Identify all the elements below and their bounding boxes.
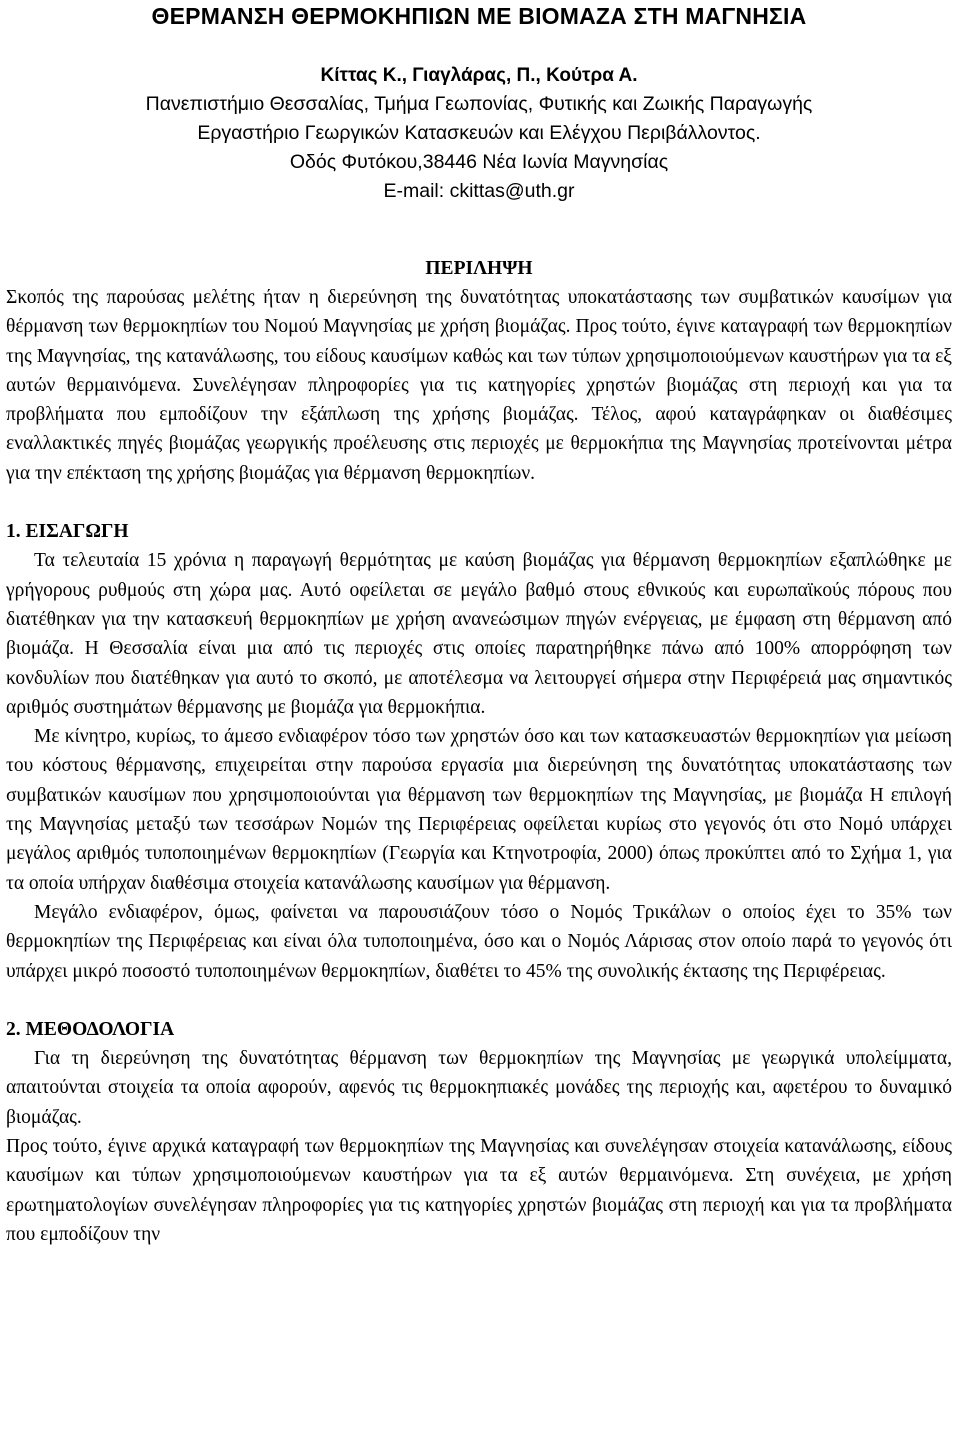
paragraph: Με κίνητρο, κυρίως, το άμεσο ενδιαφέρον τόσο των χρηστών όσο και των κατασκευαστών θερμοκηπίων για μείωση του κόστους θέρμανσης, επιχειρείται στην παρούσα εργασία μια διερεύνηση της δυνατότητας υποκατάστασης των συμβατικών καυσίμων που χρησιμοποιούνται για θέρμανση των θερμοκηπίων της Μαγνησίας, με βιομάζα Η επιλογή της Μαγνησίας μεταξύ των τεσσάρων Νομών της Περιφέρειας οφείλεται κυρίως στο γεγονός ότι στο Νομό υπάρχει μεγάλος αριθμός τυποποιημένων θερμοκηπίων (Γεωργία και Κτηνοτροφία, 2000) όπως προκύπτει από το Σχήμα 1, για τα οποία υπήρχαν διαθέσιμα στοιχεία κατανάλωσης καυσίμων για θέρμανση. bbox=[6, 726, 952, 894]
affiliation-line: Οδός Φυτόκου,38446 Νέα Ιωνία Μαγνησίας bbox=[289, 151, 669, 173]
authors: Κίττας Κ., Γιαγλάρας, Π., Κούτρα Α. bbox=[320, 65, 638, 86]
affiliation-line: Πανεπιστήμιο Θεσσαλίας, Τμήμα Γεωπονίας, Φυτικής και Ζωικής Παραγωγής bbox=[145, 93, 813, 115]
section-heading-methodology: 2. ΜΕΘΟΔΟΛΟΓΙΑ bbox=[6, 1018, 175, 1040]
abstract-text: Σκοπός της παρούσας μελέτης ήταν η διερεύνηση της δυνατότητας υποκατάστασης των συμβατικών καυσίμων για θέρμανση των θερμοκηπίων του Νομού Μαγνησίας με χρήση βιομάζας. Προς τούτο, έγινε καταγραφή των θερμοκηπίων της Μαγνησίας, της κατανάλωσης, του είδους καυσίμων καθώς και των τύπων χρησιμοποιούμενων καυστήρων για τα εξ αυτών θερμαινόμενα. Συνελέγησαν πληροφορίες για τις κατηγορίες χρηστών βιομάζας στη περιοχή και για τα προβλήματα που εμποδίζουν την εξάπλωση της χρήσης βιομάζας. Τέλος, αφού καταγράφηκαν οι διαθέσιμες εναλλακτικές πηγές βιομάζας γεωργικής προέλευσης στις περιοχές με θερμοκήπια της Μαγνησίας προτείνονται μέτρα για την επέκταση της χρήσης βιομάζας για θέρμανση θερμοκηπίων. bbox=[6, 287, 952, 484]
paragraph: Τα τελευταία 15 χρόνια η παραγωγή θερμότητας με καύση βιομάζας για θέρμανση θερμοκηπίων εξαπλώθηκε με γρήγορους ρυθμούς στη χώρα μας. Αυτό οφείλεται σε μεγάλο βαθμό στους εθνικούς και ευρωπαϊκούς πόρους που διατέθηκαν για την κατασκευή θερμοκηπίων με χρήση ανανεώσιμων πηγών ενέργειας, με έμφαση στη θέρμανση από βιομάζα. Η Θεσσαλία είναι μια από τις περιοχές στις οποίες παρατηρήθηκε πάνω από 100% απορρόφηση των κονδυλίων που διατέθηκαν για αυτό το σκοπό, με αποτέλεσμα να λειτουργεί σήμερα στην Περιφέρειά μας σημαντικός αριθμός συστημάτων θέρμανσης με βιομάζα για θερμοκήπια. bbox=[6, 550, 952, 718]
paragraph: Για τη διερεύνηση της δυνατότητας θέρμανση των θερμοκηπίων της Μαγνησίας με γεωργικά υπολείμματα, απαιτούνται στοιχεία τα οποία αφορούν, αφενός τις θερμοκηπιακές μονάδες της περιοχής και, αφετέρου το δυναμικό βιομάζας. bbox=[6, 1048, 952, 1128]
abstract-heading: ΠΕΡΙΛΗΨΗ bbox=[425, 258, 533, 279]
email-line: E-mail: ckittas@uth.gr bbox=[383, 180, 575, 202]
paragraph: Μεγάλο ενδιαφέρον, όμως, φαίνεται να παρουσιάζουν τόσο ο Νομός Τρικάλων ο οποίος έχει το 35% των θερμοκηπίων της Περιφέρειας και είναι όλα τυποποιημένα, όσο και ο Νομός Λάρισας στον οποίο παρά το γεγονός ότι υπάρχει μικρό ποσοστό τυποποιημένων θερμοκηπίων, διαθέτει το 45% της συνολικής έκτασης της Περιφέρειας. bbox=[6, 901, 952, 982]
section-heading-introduction: 1. ΕΙΣΑΓΩΓΗ bbox=[6, 521, 129, 543]
affiliation-line: Εργαστήριο Γεωργικών Κατασκευών και Ελέγχου Περιβάλλοντος. bbox=[197, 122, 761, 144]
paper-title: ΘΕΡΜΑΝΣΗ ΘΕΡΜΟΚΗΠΙΩΝ ΜΕ ΒΙΟΜΑΖΑ ΣΤΗ ΜΑΓΝΗΣΙΑ bbox=[151, 3, 807, 29]
paragraph: Προς τούτο, έγινε αρχικά καταγραφή των θερμοκηπίων της Μαγνησίας και συνελέγησαν στοιχεία κατανάλωσης, είδους καυσίμων και τύπων χρησιμοποιούμενων καυστήρων για τα εξ αυτών θερμαινόμενα. Στη συνέχεια, με χρήση ερωτηματολογίων συνελέγησαν πληροφορίες για τις κατηγορίες χρηστών βιομάζας στη περιοχή και για τα προβλήματα που εμποδίζουν την bbox=[6, 1136, 952, 1245]
